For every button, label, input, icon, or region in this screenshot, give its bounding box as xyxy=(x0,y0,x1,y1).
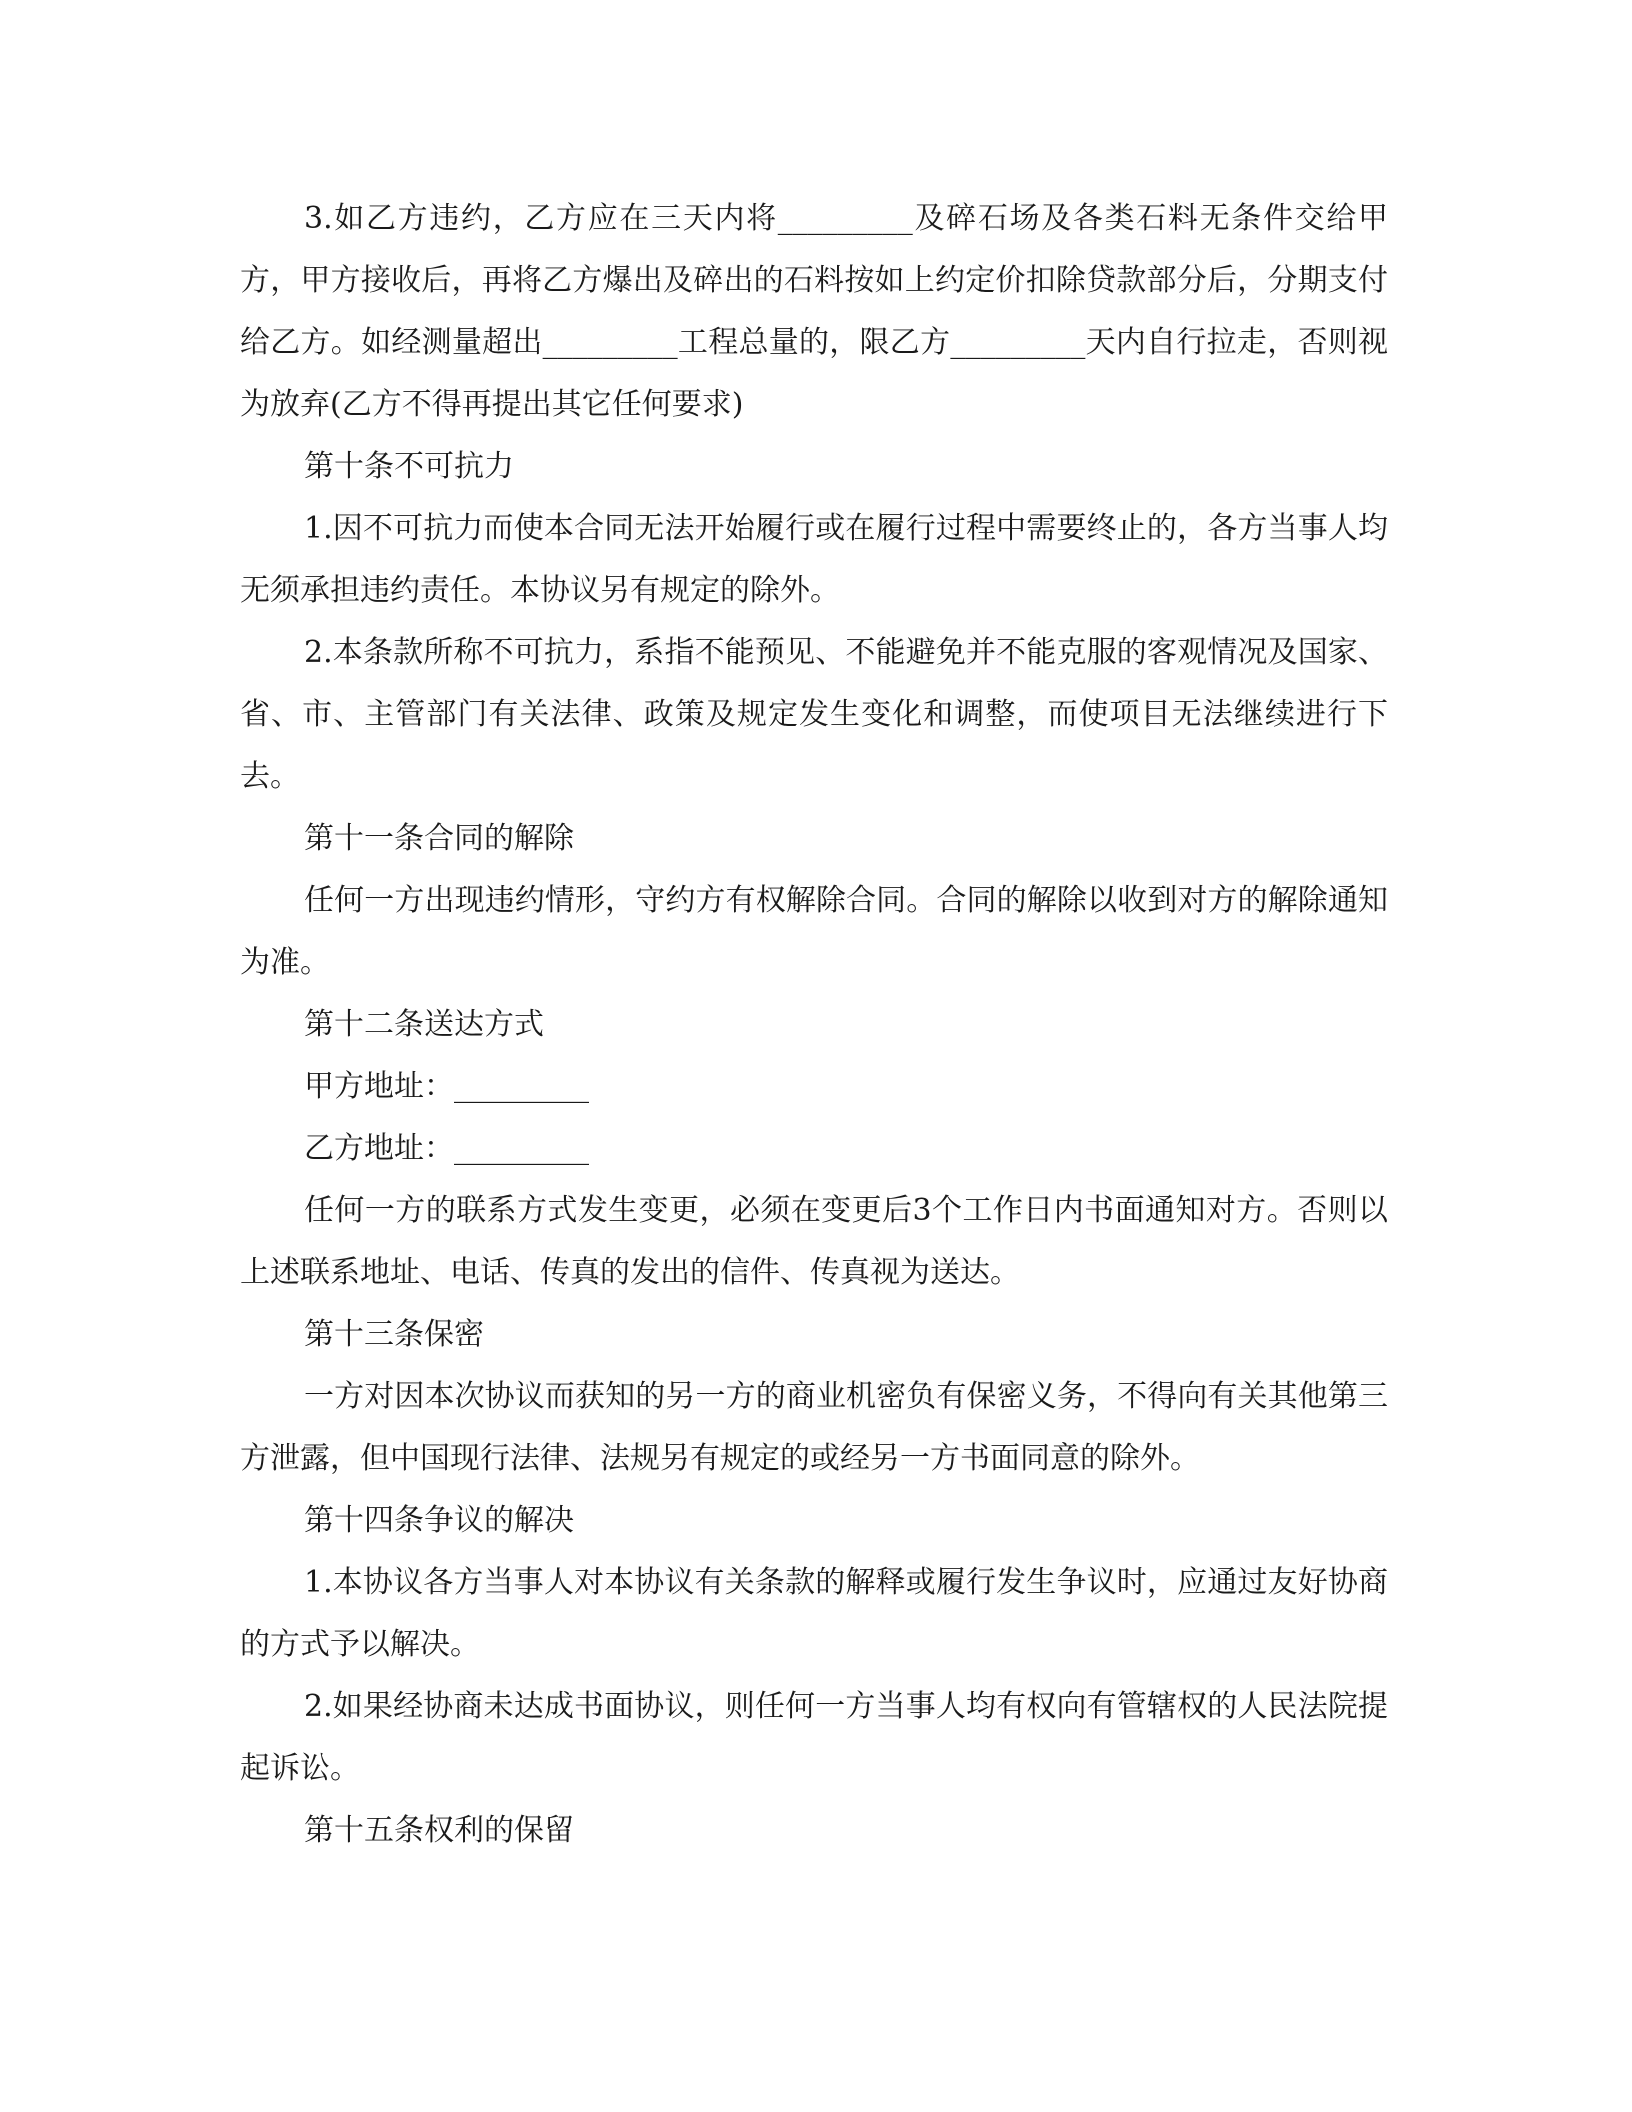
article-13-heading: 第十三条保密 xyxy=(304,1317,484,1352)
article-10-item-1: 1.因不可抗力而使本合同无法开始履行或在履行过程中需要终止的，各方当事人均无须承担违约责任。本协议另有规定的除外。 xyxy=(240,511,1388,608)
article-13-body: 一方对因本次协议而获知的另一方的商业机密负有保密义务，不得向有关其他第三方泄露，但中国现行法律、法规另有规定的或经另一方书面同意的除外。 xyxy=(240,1379,1388,1476)
article-12-body: 任何一方的联系方式发生变更，必须在变更后3个工作日内书面通知对方。否则以上述联系地址、电话、传真的发出的信件、传真视为送达。 xyxy=(240,1193,1388,1290)
document-body xyxy=(240,188,1388,1862)
party-a-address: 甲方地址：_________ xyxy=(304,1069,589,1104)
article-11-heading: 第十一条合同的解除 xyxy=(304,821,574,856)
article-14-item-1: 1.本协议各方当事人对本协议有关条款的解释或履行发生争议时，应通过友好协商的方式予以解决。 xyxy=(240,1565,1388,1662)
article-10-item-2: 2.本条款所称不可抗力，系指不能预见、不能避免并不能克服的客观情况及国家、省、市、主管部门有关法律、政策及规定发生变化和调整，而使项目无法继续进行下去。 xyxy=(240,635,1388,794)
article-12-heading: 第十二条送达方式 xyxy=(304,1007,544,1042)
article-14-item-2: 2.如果经协商未达成书面协议，则任何一方当事人均有权向有管辖权的人民法院提起诉讼。 xyxy=(240,1689,1388,1786)
clause-9-item-3: 3.如乙方违约，乙方应在三天内将_________及碎石场及各类石料无条件交给甲方，甲方接收后，再将乙方爆出及碎出的石料按如上约定价扣除贷款部分后，分期支付给乙方。如经测量超出_________工程总量的，限乙方_________天内自行拉走，否则视为放弃(乙方不得再提出其它任何要求) xyxy=(240,201,1388,422)
article-11-body: 任何一方出现违约情形，守约方有权解除合同。合同的解除以收到对方的解除通知为准。 xyxy=(240,883,1388,980)
party-b-address: 乙方地址：_________ xyxy=(304,1131,589,1166)
article-14-heading: 第十四条争议的解决 xyxy=(304,1503,574,1538)
article-15-heading: 第十五条权利的保留 xyxy=(304,1813,574,1848)
article-10-heading: 第十条不可抗力 xyxy=(304,449,514,484)
